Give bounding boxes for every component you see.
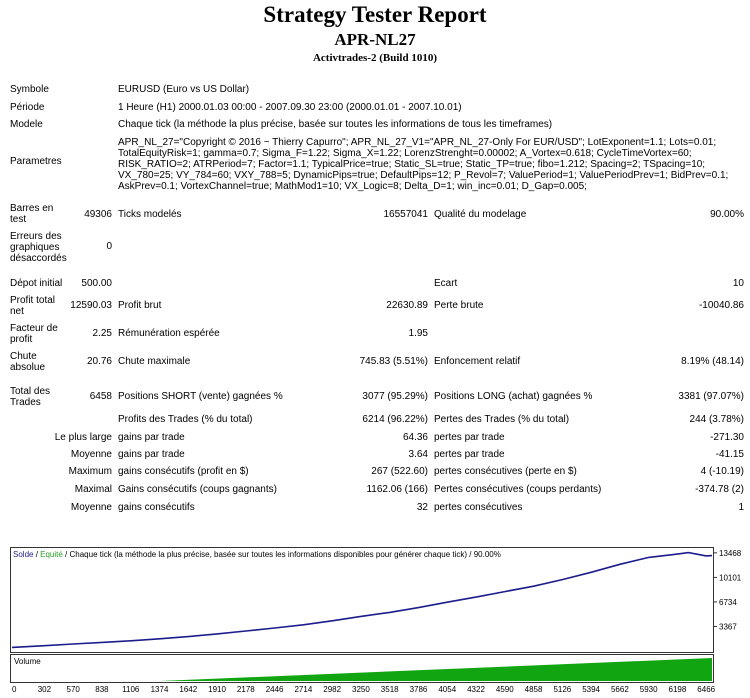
long-positions-value: 3381 (97.07%) [678, 391, 744, 402]
maximal-wins-label: Gains consécutifs (coups gagnants) [118, 484, 277, 495]
x-tick-label: 5126 [553, 685, 572, 694]
maximal-losses-value: -374.78 (2) [695, 484, 744, 495]
maximal-label: Maximal [74, 484, 112, 495]
x-tick-label: 6198 [668, 685, 687, 694]
gross-loss-value: -10040.86 [698, 300, 744, 311]
volume-label: Volume [14, 657, 41, 666]
ticks-value: 16557041 [383, 209, 428, 220]
ticks-label: Ticks modelés [118, 209, 182, 220]
gross-loss-label: Perte brute [434, 300, 484, 311]
x-tick-label: 2446 [265, 685, 284, 694]
x-tick-label: 5394 [582, 685, 601, 694]
avg-win-label: gains par trade [118, 449, 185, 460]
y-tick-label: 10101 [719, 573, 742, 583]
max-drawdown-value: 745.83 (5.51%) [359, 356, 428, 367]
y-tick-label: 3367 [719, 622, 737, 632]
profit-factor-value: 2.25 [92, 328, 112, 339]
x-tick-label: 3518 [380, 685, 399, 694]
y-axis-ticks [713, 549, 742, 632]
y-tick-label: 13468 [719, 548, 742, 558]
x-tick-label: 4590 [495, 685, 514, 694]
x-tick-label: 570 [66, 685, 80, 694]
max-cons-losses-value: 4 (-10.19) [700, 466, 744, 477]
largest-loss-value: -271.30 [710, 432, 744, 443]
avg-cons-wins-value: 32 [416, 502, 428, 513]
max-cons-wins-label: gains consécutifs (profit en $) [118, 466, 249, 477]
x-tick-label: 2714 [294, 685, 313, 694]
chart-header: Solde / Equité / Chaque tick (la méthode la plus précise, basée sur toutes les informations disponibles pour générer chaque tick) / 90.00% [13, 550, 501, 559]
abs-drawdown-value: 20.76 [86, 356, 112, 367]
period-label: Période [10, 102, 45, 113]
net-profit-value: 12590.03 [70, 300, 112, 311]
report-subtitle: APR-NL27 [334, 30, 416, 49]
symbol-label: Symbole [10, 84, 49, 95]
x-tick-label: 5930 [639, 685, 658, 694]
avg-loss-value: -41.15 [715, 449, 744, 460]
params-value: APR_NL_27="Copyright © 2016 ~ Thierry Capurro"; APR_NL_27_V1="APR_NL_27-Only For EUR/USD"; LotExponent=1.1; Lots=0.01; TotalEquityRisk=1; gamma=0.7; Sigma_F=1.22; Sigma_X=1.22; LorenzStrenght=0.00002; A_Vortex=0.618; CycleTimeVortex=60; RISK_RATIO=2; ATRPeriod=7; Factor=1.1; TypicalPrice=true; Static_SL=true; Static_TP=true; fibo=1.212; Spacing=2; TSpacing=10; VX_780=25; VY_784=60; VXY_788=5; DynamicPips=true; DefaultPips=12; P_Revol=7; ValuePeriod=1; ValuePeriodPrev=1; BidPrev=0.1; AskPrev=0.1; VortexChannel=true; MathMod1=10; VX_Logic=8; Delta_D=1; win_inc=0.01; D_Gap=0.005; [118, 137, 729, 192]
x-tick-label: 6466 [697, 685, 716, 694]
rel-drawdown-value: 8.19% (48.14) [681, 356, 744, 367]
net-profit-label: Profit total net [10, 295, 56, 317]
x-tick-label: 0 [12, 685, 17, 694]
spread-value: 10 [732, 278, 744, 289]
largest-win-label: gains par trade [118, 432, 185, 443]
main-plot-frame [11, 548, 714, 653]
x-tick-label: 2982 [323, 685, 342, 694]
x-tick-label: 2178 [236, 685, 255, 694]
total-trades-value: 6458 [89, 391, 112, 402]
profit-trades-label: Profits des Trades (% du total) [118, 414, 253, 425]
maximal-losses-label: Pertes consécutives (coups perdants) [434, 484, 602, 495]
build-info: Activtrades-2 (Build 1010) [312, 52, 438, 64]
abs-drawdown-label: Chute absolue [10, 351, 46, 373]
x-axis-ticks [12, 685, 716, 694]
x-tick-label: 1106 [122, 685, 140, 694]
average-label: Moyenne [70, 449, 112, 460]
quality-value: 90.00% [710, 209, 744, 220]
x-tick-label: 838 [95, 685, 109, 694]
gross-profit-value: 22630.89 [386, 300, 428, 311]
x-tick-label: 1642 [179, 685, 198, 694]
average2-label: Moyenne [70, 502, 112, 513]
errors-value: 0 [106, 241, 112, 252]
maximal-wins-value: 1162.06 (166) [366, 484, 428, 495]
short-positions-value: 3077 (95.29%) [362, 391, 428, 402]
avg-loss-label: pertes par trade [434, 449, 505, 460]
largest-win-value: 64.36 [402, 432, 428, 443]
errors-label: Erreurs des graphiques désaccordés [10, 231, 67, 264]
max-cons-losses-label: pertes consécutives (perte en $) [434, 466, 577, 477]
y-tick-label: 6734 [719, 597, 737, 607]
x-tick-label: 4054 [438, 685, 457, 694]
x-tick-label: 4858 [524, 685, 543, 694]
loss-trades-value: 244 (3.78%) [689, 414, 744, 425]
profit-factor-label: Facteur de profit [10, 323, 58, 345]
balance-chart-svg [10, 547, 743, 695]
bars-label: Barres en test [10, 203, 54, 225]
deposit-label: Dépot initial [10, 278, 63, 289]
x-tick-label: 5662 [610, 685, 629, 694]
rel-drawdown-label: Enfoncement relatif [434, 356, 521, 367]
period-value: 1 Heure (H1) 2000.01.03 00:00 - 2007.09.30 23:00 (2000.01.01 - 2007.10.01) [118, 102, 462, 113]
symbol-value: EURUSD (Euro vs US Dollar) [118, 84, 250, 95]
bars-value: 49306 [84, 209, 112, 220]
maximum-label: Maximum [68, 466, 112, 477]
x-tick-label: 302 [37, 685, 52, 694]
spread-label: Ecart [434, 278, 458, 289]
avg-cons-losses-value: 1 [738, 502, 744, 513]
gross-profit-label: Profit brut [118, 300, 162, 311]
max-cons-wins-value: 267 (522.60) [371, 466, 428, 477]
x-tick-label: 1374 [150, 685, 169, 694]
model-label: Modele [10, 119, 43, 130]
max-drawdown-label: Chute maximale [118, 356, 191, 367]
model-value: Chaque tick (la méthode la plus précise, basée sur toutes les informations de tous les timeframes) [118, 119, 553, 130]
params-label: Parametres [10, 156, 62, 167]
short-positions-label: Positions SHORT (vente) gagnées % [118, 391, 283, 402]
x-tick-label: 3786 [409, 685, 428, 694]
deposit-value: 500.00 [81, 278, 112, 289]
balance-chart [10, 547, 743, 692]
largest-loss-label: pertes par trade [434, 432, 505, 443]
long-positions-label: Positions LONG (achat) gagnées % [434, 391, 593, 402]
payoff-label: Rémunération espérée [118, 328, 220, 339]
x-tick-label: 4322 [467, 685, 485, 694]
x-tick-label: 1910 [208, 685, 226, 694]
x-tick-label: 3250 [352, 685, 370, 694]
loss-trades-label: Pertes des Trades (% du total) [434, 414, 570, 425]
total-trades-label: Total des Trades [10, 386, 51, 408]
avg-cons-losses-label: pertes consécutives [434, 502, 523, 513]
quality-label: Qualité du modelage [434, 209, 527, 220]
payoff-value: 1.95 [408, 328, 428, 339]
report-title: Strategy Tester Report [263, 2, 487, 27]
largest-label: Le plus large [54, 432, 112, 443]
avg-win-value: 3.64 [408, 449, 428, 460]
profit-trades-value: 6214 (96.22%) [362, 414, 428, 425]
avg-cons-wins-label: gains consécutifs [118, 502, 195, 513]
